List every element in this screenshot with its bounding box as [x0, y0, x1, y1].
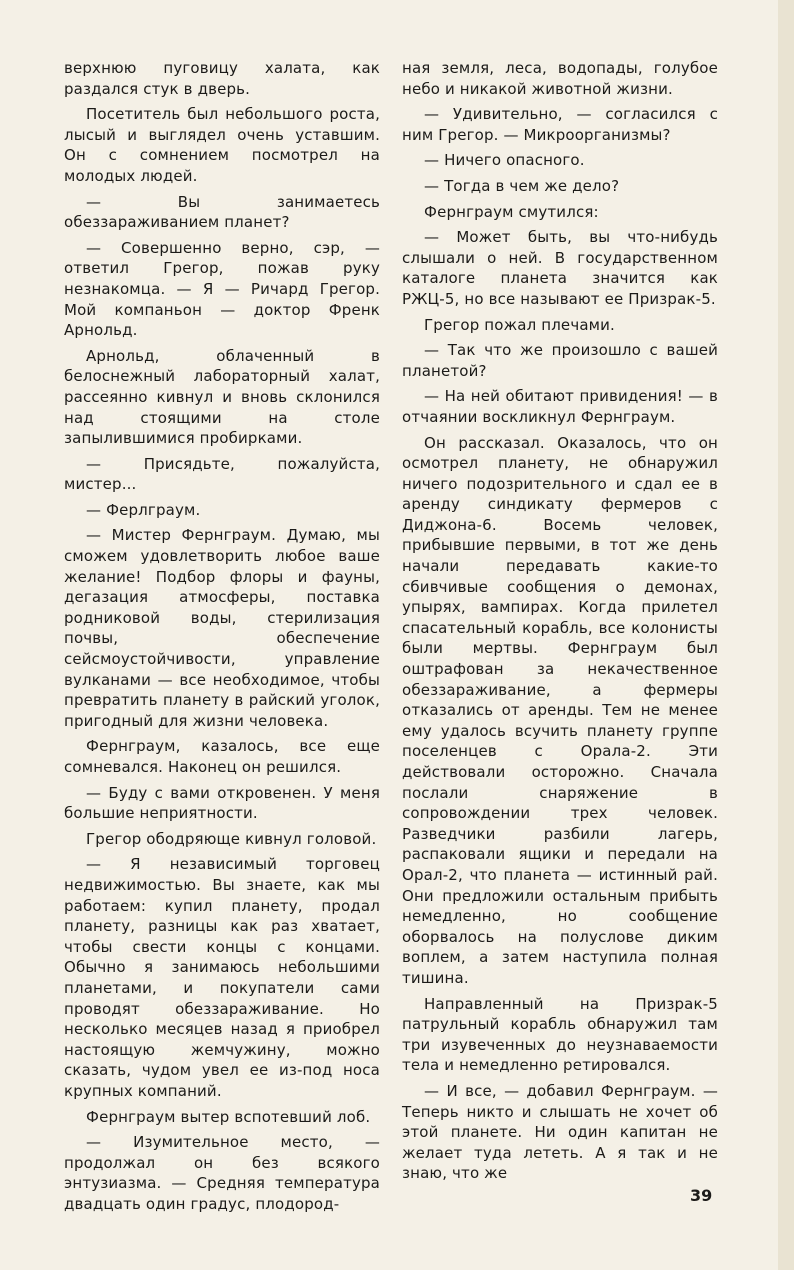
paragraph: — На ней обитают привидения! — в отчаянии воскликнул Фернграум.	[402, 387, 718, 426]
paragraph: Грегор ободряюще кивнул головой.	[86, 829, 377, 848]
paragraph: — Может быть, вы что-нибудь слышали о ней. В государственном каталоге планета значится как РЖЦ-5, но все называют ее Призрак-5.	[402, 228, 718, 308]
paragraph: Посетитель был небольшого роста, лысый и выглядел очень уставшим. Он с сомнением посмотрел на молодых людей.	[64, 105, 380, 185]
paragraph: Фернграум, казалось, все еще сомневался. Наконец он решился.	[64, 737, 380, 776]
paragraph: Направленный на Призрак-5 патрульный корабль обнаружил там три изувеченных до неузнаваемости тела и немедленно ретировался.	[402, 994, 718, 1075]
paragraph: — Ничего опасного.	[424, 151, 585, 170]
paragraph: ная земля, леса, водопады, голубое небо и никакой животной жизни.	[402, 59, 718, 98]
paragraph: — Мистер Фернграум. Думаю, мы сможем удовлетворить любое ваше желание! Подбор флоры и фауны, дегазация атмосферы, поставка родниковой воды, стерилизация почвы, обеспечение сейсмоустойчивости, управление вулканами — все необходимое, чтобы превратить планету в райский уголок, пригодный для жизни человека.	[64, 526, 380, 730]
paragraph: — Изумительное место, — продолжал он без всякого энтузиазма. — Средняя температура двадцать один градус, плодород-	[64, 1133, 380, 1213]
page-number: 39	[690, 1186, 713, 1205]
right-text-column	[402, 58, 718, 1189]
paragraph: — Ферлграум.	[86, 500, 201, 519]
paragraph: — Удивительно, — согласился с ним Грегор. — Микроорганизмы?	[402, 105, 718, 144]
paragraph: — Присядьте, пожалуйста, мистер...	[64, 454, 380, 494]
paragraph: Грегор пожал плечами.	[424, 315, 615, 334]
left-text-column	[64, 58, 380, 1219]
paragraph: — Вы занимаетесь обеззараживанием планет?	[64, 192, 380, 232]
paragraph: Он рассказал. Оказалось, что он осмотрел планету, не обнаружил ничего подозрительного и сдал ее в аренду синдикату фермеров с Диджона-6. Восемь человек, прибывшие первыми, в тот же день начали передавать какие-то сбивчивые сообщения о демонах, упырях, вампирах. Когда прилетел спасательный корабль, все колонисты были мертвы. Фернграум был оштрафован за некачественное обеззараживание, а фермеры отказались от аренды. Тем не менее ему удалось всучить планету группе поселенцев с Орала-2. Эти действовали осторожно. Сначала послали снаряжение в сопровождении трех человек. Разведчики разбили лагерь, распаковали ящики и передали на Орал-2, что планета — истинный рай. Они предложили остальным прибыть немедленно, но сообщение оборвалось на полуслове диким воплем, а затем наступила полная тишина.	[402, 433, 718, 987]
paragraph: — Тогда в чем же дело?	[424, 176, 620, 195]
paragraph: — Совершенно верно, сэр, — ответил Грегор, пожав руку незнакомца. — Я — Ричард Грегор. Мой компаньон — доктор Френк Арнольд.	[64, 238, 380, 340]
page-edge	[778, 0, 794, 1270]
paragraph: — И все, — добавил Фернграум. — Теперь никто и слышать не хочет об этой планете. Ни один капитан не желает туда лететь. А я так и не знаю, что же	[402, 1081, 718, 1183]
paragraph: верхнюю пуговицу халата, как раздался стук в дверь.	[64, 59, 380, 98]
paragraph: — Буду с вами откровенен. У меня большие неприятности.	[64, 783, 380, 823]
paragraph: — Так что же произошло с вашей планетой?	[402, 341, 718, 380]
paragraph: Арнольд, облаченный в белоснежный лабораторный халат, рассеянно кивнул и вновь склонился над стоящими на столе запылившимися пробирками.	[64, 346, 380, 448]
paragraph: Фернграум смутился:	[424, 202, 599, 221]
paragraph: Фернграум вытер вспотевший лоб.	[86, 1107, 371, 1126]
paragraph: — Я независимый торговец недвижимостью. Вы знаете, как мы работаем: купил планету, продал планету, разницы как раз хватает, чтобы свести концы с концами. Обычно я занимаюсь небольшими планетами, и покупатели сами проводят обеззараживание. Но несколько месяцев назад я приобрел настоящую жемчужину, можно сказать, чудом увел ее из-под носа крупных компаний.	[64, 855, 380, 1100]
